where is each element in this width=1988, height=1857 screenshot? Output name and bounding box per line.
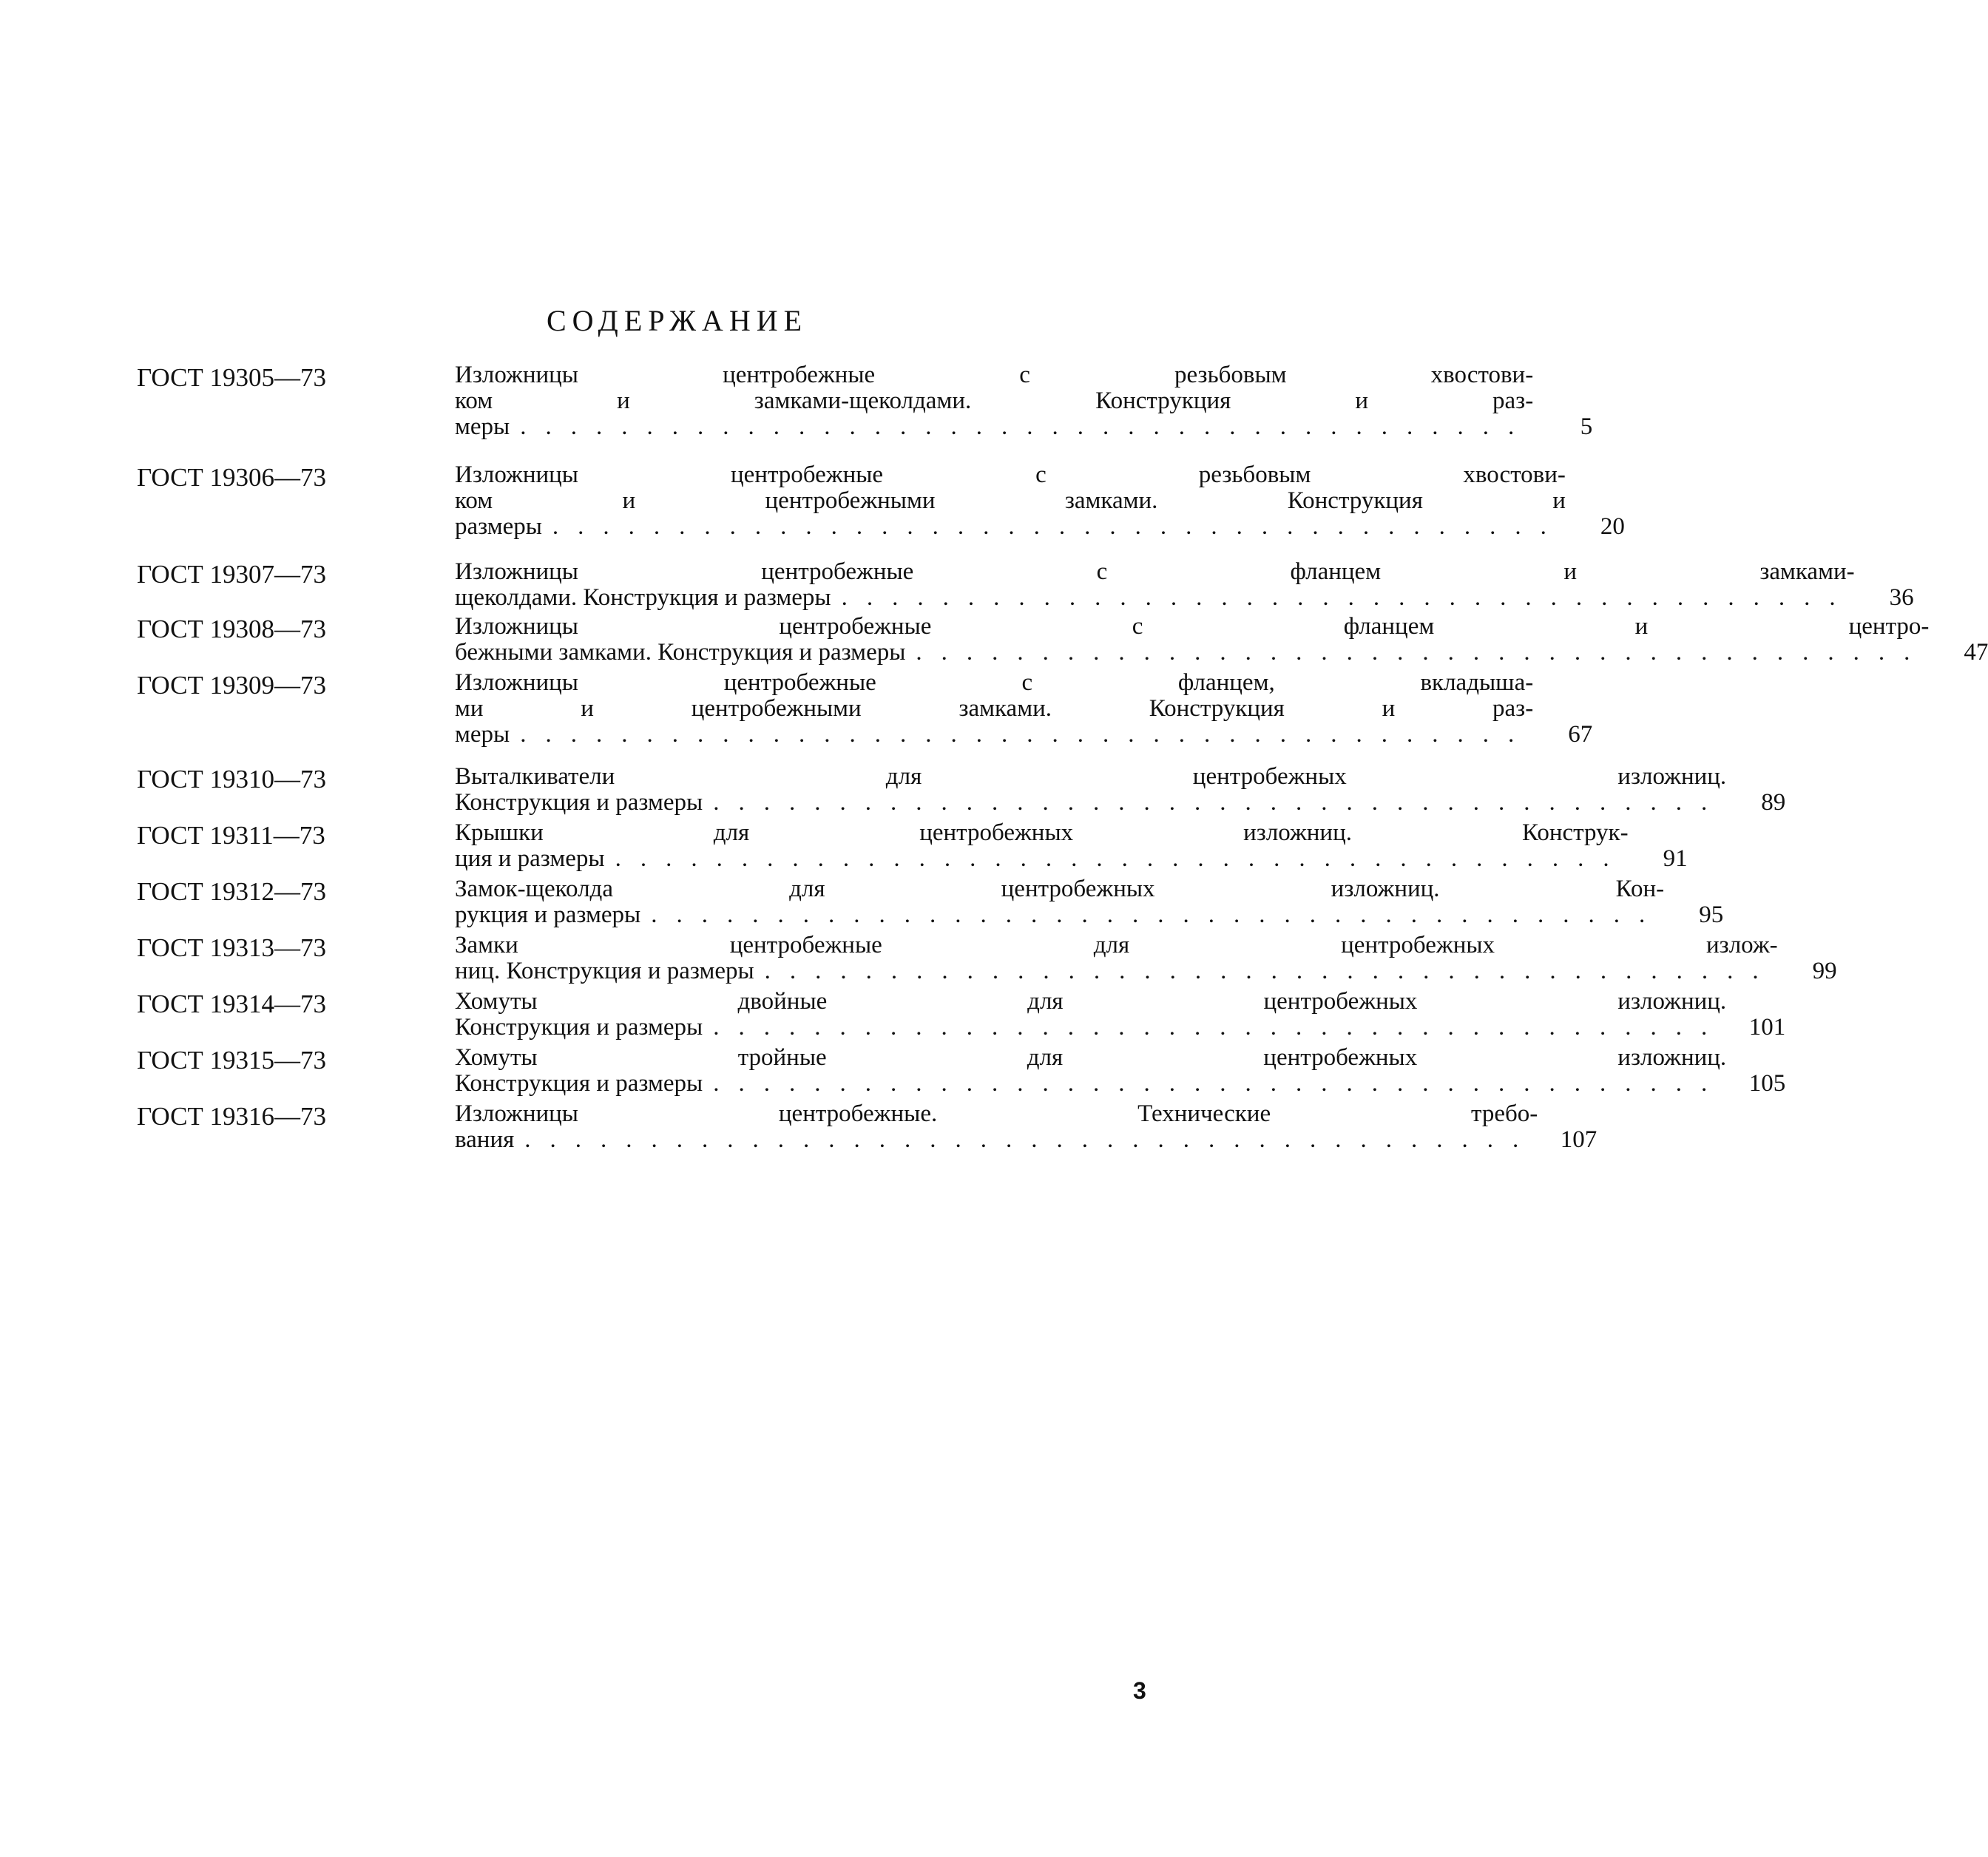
standard-code: ГОСТ 19307—73: [137, 560, 327, 589]
entry-title-last-line: [455, 1015, 1726, 1041]
standard-code: ГОСТ 19312—73: [137, 877, 327, 906]
entry-title-line: Изложницы центробежные. Технические требо-: [455, 1100, 1538, 1127]
entry-page-number: 99: [1812, 958, 1837, 984]
standard-code: ГОСТ 19311—73: [137, 821, 325, 850]
entry-title-line: ком и центробежными замками. Конструкция и: [455, 487, 1566, 514]
standard-code: ГОСТ 19308—73: [137, 615, 327, 643]
entry-title-last-line: [455, 846, 1629, 872]
entry-title: [455, 462, 1566, 540]
entry-page-number: 67: [1568, 721, 1593, 748]
entry-title-line: Изложницы центробежные с резьбовым хвостови-: [455, 461, 1566, 488]
toc-entry: [137, 932, 1837, 984]
entry-page-number: 36: [1889, 584, 1914, 611]
standard-code: ГОСТ 19310—73: [137, 765, 327, 794]
entry-title-line: Конструкция и размеры: [455, 1070, 703, 1097]
entry-title: [455, 1101, 1538, 1153]
entry-title-line: Выталкиватели для центробежных изложниц.: [455, 763, 1727, 790]
entry-page-number: 89: [1761, 789, 1786, 816]
entry-title-line: Замки центробежные для центробежных излож-: [455, 932, 1778, 958]
standard-code: ГОСТ 19314—73: [137, 990, 327, 1018]
entry-title: [455, 989, 1726, 1041]
entry-title-last-line: [455, 1127, 1538, 1153]
entry-title: [455, 362, 1533, 440]
entry-page-number: 47: [1964, 639, 1988, 666]
entry-title-line: размеры: [455, 513, 542, 540]
entry-title: [455, 559, 1855, 611]
toc-entry: [137, 558, 1914, 611]
entry-title-line: Конструкция и размеры: [455, 789, 703, 816]
entry-title: [455, 1045, 1726, 1097]
entry-title-last-line: [455, 902, 1664, 928]
entry-title-line: Крышки для центробежных изложниц. Конструк-: [455, 819, 1629, 846]
dot-leader: ........................................: [713, 789, 1727, 816]
entry-title-last-line: [455, 790, 1726, 816]
entry-title-last-line: [455, 640, 1929, 666]
entry-page-number: 5: [1580, 413, 1593, 440]
entry-page-number: 107: [1560, 1126, 1598, 1153]
entry-title-line: Изложницы центробежные с фланцем, вкладыша-: [455, 669, 1534, 696]
entry-title: [455, 820, 1629, 872]
entry-title-line: вания: [455, 1126, 515, 1153]
entry-page-number: 101: [1748, 1014, 1786, 1041]
dot-leader: ........................................: [916, 639, 1930, 666]
toc-entry: [137, 613, 1988, 666]
standard-code: ГОСТ 19306—73: [137, 463, 327, 492]
entry-title-last-line: [455, 1071, 1726, 1097]
entry-title-line: Замок-щеколда для центробежных изложниц. Кон-: [455, 876, 1665, 902]
dot-leader: ........................................: [524, 1126, 1538, 1153]
dot-leader: ........................................: [841, 584, 1855, 611]
entry-title-line: Изложницы центробежные с фланцем и замками-: [455, 558, 1855, 585]
entry-title-line: ция и размеры: [455, 845, 605, 872]
dot-leader: ........................................: [552, 513, 1566, 540]
dot-leader: ........................................: [615, 845, 1629, 872]
entry-title-line: Хомуты тройные для центробежных изложниц.: [455, 1044, 1727, 1071]
toc-entry: [137, 1100, 1598, 1153]
entry-title-line: ниц. Конструкция и размеры: [455, 958, 754, 984]
toc-entry: [137, 362, 1593, 440]
toc-entry: [137, 1044, 1786, 1097]
toc-entry: [137, 461, 1625, 540]
toc-entry: [137, 819, 1688, 872]
dot-leader: ........................................: [520, 413, 1534, 440]
entry-title-line: Конструкция и размеры: [455, 1014, 703, 1041]
entry-title-line: ком и замками-щеколдами. Конструкция и раз-: [455, 388, 1534, 414]
entry-title-line: Изложницы центробежные с резьбовым хвостови-: [455, 362, 1534, 388]
entry-title-line: щеколдами. Конструкция и размеры: [455, 584, 831, 611]
entry-title-line: меры: [455, 413, 510, 440]
entry-title-last-line: [455, 414, 1533, 440]
standard-code: ГОСТ 19305—73: [137, 363, 327, 392]
entry-title-line: бежными замками. Конструкция и размеры: [455, 639, 906, 666]
dot-leader: ........................................: [520, 721, 1534, 748]
toc-entry: [137, 763, 1786, 816]
entry-page-number: 105: [1748, 1070, 1786, 1097]
page-title: СОДЕРЖАНИЕ: [546, 304, 808, 337]
entry-title-last-line: [455, 585, 1855, 611]
standard-code: ГОСТ 19315—73: [137, 1046, 327, 1075]
entry-title-last-line: [455, 958, 1778, 984]
entry-page-number: 95: [1699, 902, 1724, 928]
entry-title-line: рукция и размеры: [455, 902, 641, 928]
page-number: 3: [1133, 1677, 1146, 1704]
toc-entry: [137, 876, 1724, 928]
entry-page-number: 20: [1600, 513, 1625, 540]
entry-title-line: Хомуты двойные для центробежных изложниц.: [455, 988, 1727, 1015]
entry-title: [455, 614, 1929, 666]
entry-title-line: ми и центробежными замками. Конструкция и раз-: [455, 695, 1534, 722]
toc-entry: [137, 669, 1593, 748]
entry-page-number: 91: [1663, 845, 1688, 872]
entry-title: [455, 876, 1664, 928]
entry-title-last-line: [455, 722, 1533, 748]
entry-title: [455, 764, 1726, 816]
dot-leader: ........................................: [713, 1070, 1727, 1097]
table-of-contents: [137, 362, 1988, 1153]
entry-title-line: меры: [455, 721, 510, 748]
entry-title-line: Изложницы центробежные с фланцем и центро-: [455, 613, 1930, 640]
entry-title: [455, 933, 1778, 984]
dot-leader: ........................................: [713, 1014, 1727, 1041]
entry-title-last-line: [455, 514, 1566, 540]
standard-code: ГОСТ 19313—73: [137, 933, 327, 962]
entry-title: [455, 670, 1533, 748]
dot-leader: ........................................: [764, 958, 1778, 984]
standard-code: ГОСТ 19316—73: [137, 1102, 327, 1131]
dot-leader: ........................................: [651, 902, 1665, 928]
standard-code: ГОСТ 19309—73: [137, 671, 327, 700]
toc-entry: [137, 988, 1786, 1041]
